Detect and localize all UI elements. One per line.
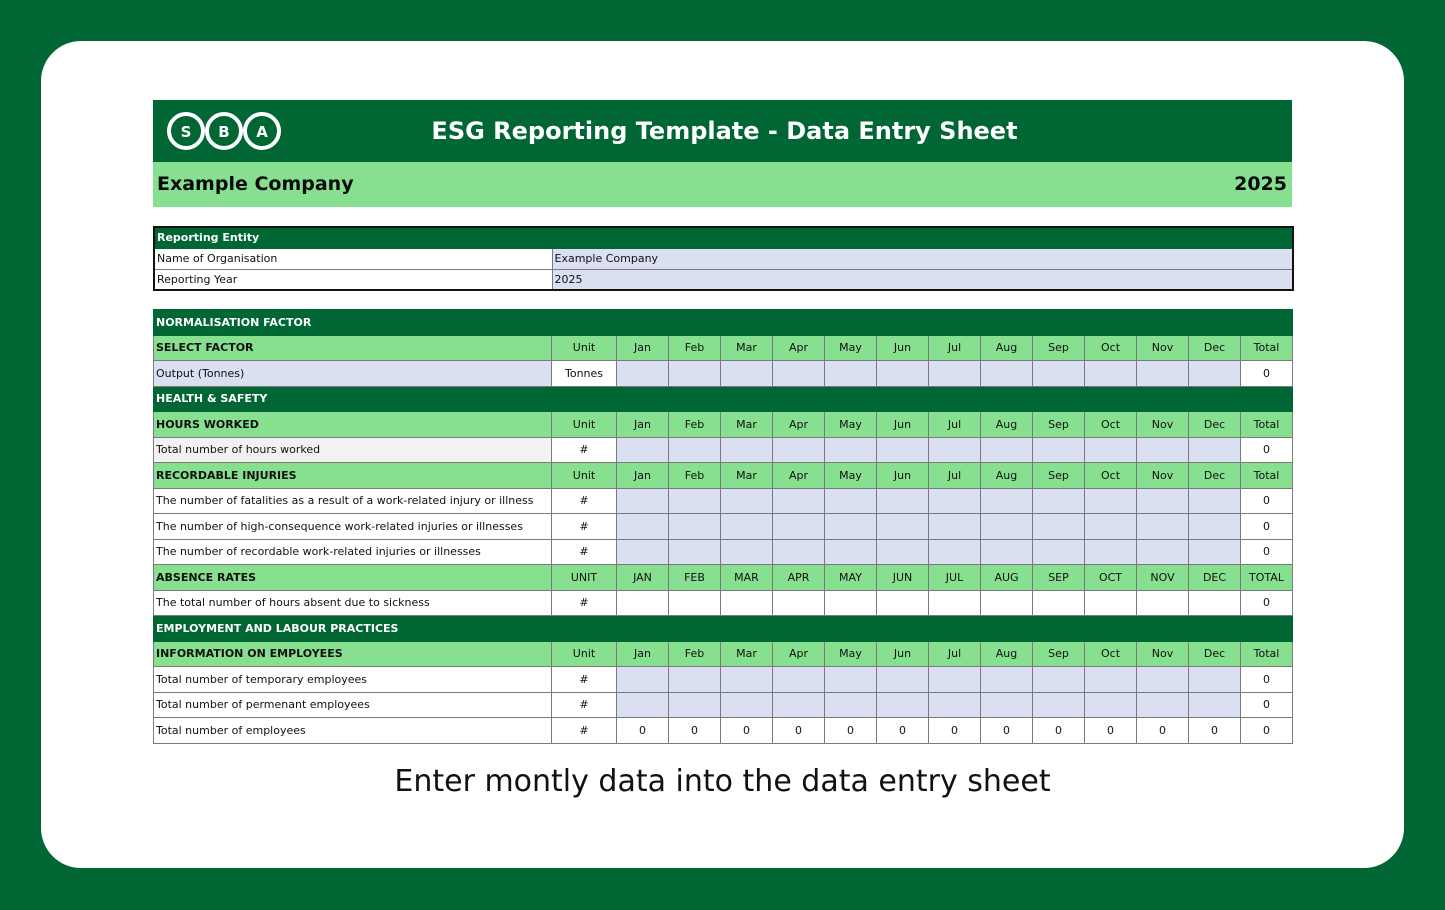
reporting-entity-table xyxy=(153,226,1294,291)
unit-cell: # xyxy=(552,692,617,718)
section-title: HEALTH & SAFETY xyxy=(154,386,1293,412)
month-value-cell: 0 xyxy=(929,718,981,744)
total-cell: 0 xyxy=(1241,514,1293,540)
month-value-cell[interactable] xyxy=(877,514,929,540)
month-value-cell[interactable] xyxy=(1189,488,1241,514)
month-column-header: MAR xyxy=(721,565,773,591)
month-value-cell[interactable] xyxy=(929,539,981,565)
entity-label: Name of Organisation xyxy=(154,248,552,269)
month-column-header: AUG xyxy=(981,565,1033,591)
month-value-cell[interactable] xyxy=(825,514,877,540)
logo-letter-a: A xyxy=(256,123,268,141)
metric-label: Total number of hours worked xyxy=(154,437,552,463)
month-column-header: Feb xyxy=(669,641,721,667)
month-column-header: Jan xyxy=(617,641,669,667)
month-value-cell[interactable] xyxy=(1137,590,1189,616)
month-column-header: Apr xyxy=(773,463,825,489)
metric-label: The total number of hours absent due to sickness xyxy=(154,590,552,616)
month-value-cell[interactable] xyxy=(721,514,773,540)
month-column-header: FEB xyxy=(669,565,721,591)
month-column-header: Nov xyxy=(1137,335,1189,361)
month-value-cell[interactable] xyxy=(1085,539,1137,565)
month-value-cell[interactable] xyxy=(1085,692,1137,718)
month-value-cell[interactable] xyxy=(1033,488,1085,514)
month-value-cell[interactable] xyxy=(1033,514,1085,540)
month-value-cell[interactable] xyxy=(721,692,773,718)
month-value-cell[interactable] xyxy=(1085,514,1137,540)
month-value-cell[interactable] xyxy=(825,361,877,387)
month-value-cell[interactable] xyxy=(1189,437,1241,463)
month-column-header: Jun xyxy=(877,335,929,361)
metric-label: The number of fatalities as a result of a work-related injury or illness xyxy=(154,488,552,514)
table-row xyxy=(154,361,1293,387)
month-value-cell: 0 xyxy=(877,718,929,744)
month-column-header: Oct xyxy=(1085,412,1137,438)
month-value-cell[interactable] xyxy=(1137,692,1189,718)
month-column-header: Apr xyxy=(773,412,825,438)
section-header-row xyxy=(154,310,1293,336)
unit-cell: # xyxy=(552,437,617,463)
month-value-cell[interactable] xyxy=(877,692,929,718)
month-value-cell[interactable] xyxy=(877,361,929,387)
month-value-cell[interactable] xyxy=(1189,361,1241,387)
metric-label: Total number of employees xyxy=(154,718,552,744)
month-value-cell[interactable] xyxy=(825,437,877,463)
metric-label: The number of high-consequence work-related injuries or illnesses xyxy=(154,514,552,540)
month-column-header: Feb xyxy=(669,335,721,361)
month-value-cell[interactable] xyxy=(773,361,825,387)
month-column-header: Aug xyxy=(981,463,1033,489)
page-title: ESG Reporting Template - Data Entry Sheet xyxy=(431,117,1018,145)
month-column-header: MAY xyxy=(825,565,877,591)
group-header-row xyxy=(154,463,1293,489)
month-value-cell[interactable] xyxy=(721,590,773,616)
month-value-cell[interactable] xyxy=(617,488,669,514)
month-column-header: Jul xyxy=(929,463,981,489)
month-value-cell[interactable] xyxy=(877,590,929,616)
month-value-cell[interactable] xyxy=(617,361,669,387)
month-value-cell[interactable] xyxy=(1137,437,1189,463)
month-value-cell[interactable] xyxy=(1085,437,1137,463)
month-value-cell[interactable] xyxy=(721,488,773,514)
section-header-row xyxy=(154,386,1293,412)
month-value-cell[interactable] xyxy=(721,539,773,565)
month-value-cell[interactable] xyxy=(981,514,1033,540)
logo-letter-b: B xyxy=(218,123,230,141)
total-cell: 0 xyxy=(1241,437,1293,463)
month-column-header: Sep xyxy=(1033,641,1085,667)
month-value-cell[interactable] xyxy=(773,692,825,718)
metric-label: The number of recordable work-related injuries or illnesses xyxy=(154,539,552,565)
month-column-header: Jul xyxy=(929,641,981,667)
month-value-cell[interactable] xyxy=(825,488,877,514)
month-column-header: Jun xyxy=(877,463,929,489)
metric-label: Total number of permenant employees xyxy=(154,692,552,718)
total-column-header: Total xyxy=(1241,641,1293,667)
month-value-cell[interactable] xyxy=(981,667,1033,693)
unit-column-header: Unit xyxy=(552,412,617,438)
month-column-header: Sep xyxy=(1033,412,1085,438)
section-title: EMPLOYMENT AND LABOUR PRACTICES xyxy=(154,616,1293,642)
month-value-cell[interactable] xyxy=(1033,437,1085,463)
month-column-header: Jun xyxy=(877,412,929,438)
company-name: Example Company xyxy=(157,173,354,195)
month-column-header: Dec xyxy=(1189,335,1241,361)
month-value-cell[interactable] xyxy=(773,539,825,565)
month-column-header: Jul xyxy=(929,335,981,361)
spreadsheet xyxy=(153,100,1292,737)
month-value-cell[interactable] xyxy=(1085,488,1137,514)
month-value-cell[interactable] xyxy=(773,667,825,693)
month-value-cell: 0 xyxy=(1189,718,1241,744)
month-column-header: Mar xyxy=(721,412,773,438)
month-column-header: Mar xyxy=(721,335,773,361)
month-column-header: May xyxy=(825,335,877,361)
metric-label: Total number of temporary employees xyxy=(154,667,552,693)
month-value-cell: 0 xyxy=(669,718,721,744)
total-column-header: Total xyxy=(1241,412,1293,438)
month-value-cell[interactable] xyxy=(981,488,1033,514)
month-value-cell[interactable] xyxy=(721,361,773,387)
month-value-cell[interactable] xyxy=(877,667,929,693)
month-value-cell[interactable] xyxy=(1137,488,1189,514)
month-column-header: OCT xyxy=(1085,565,1137,591)
unit-cell: # xyxy=(552,488,617,514)
month-column-header: Mar xyxy=(721,463,773,489)
month-value-cell[interactable] xyxy=(1033,539,1085,565)
month-column-header: May xyxy=(825,463,877,489)
month-value-cell[interactable] xyxy=(773,437,825,463)
month-value-cell[interactable] xyxy=(877,488,929,514)
month-value-cell[interactable] xyxy=(669,539,721,565)
unit-column-header: Unit xyxy=(552,641,617,667)
group-header-row xyxy=(154,565,1293,591)
title-bar xyxy=(153,100,1292,162)
month-value-cell[interactable] xyxy=(617,590,669,616)
table-row xyxy=(154,437,1293,463)
unit-cell: # xyxy=(552,514,617,540)
month-value-cell[interactable] xyxy=(877,437,929,463)
month-value-cell[interactable] xyxy=(669,361,721,387)
month-value-cell[interactable] xyxy=(825,692,877,718)
month-value-cell: 0 xyxy=(825,718,877,744)
group-title: RECORDABLE INJURIES xyxy=(154,463,552,489)
month-value-cell[interactable] xyxy=(773,514,825,540)
month-column-header: Aug xyxy=(981,641,1033,667)
month-value-cell[interactable] xyxy=(1189,590,1241,616)
month-value-cell[interactable] xyxy=(825,539,877,565)
unit-column-header: UNIT xyxy=(552,565,617,591)
month-value-cell[interactable] xyxy=(669,488,721,514)
month-value-cell[interactable] xyxy=(669,514,721,540)
month-value-cell[interactable] xyxy=(617,539,669,565)
month-column-header: Nov xyxy=(1137,641,1189,667)
month-column-header: DEC xyxy=(1189,565,1241,591)
month-column-header: May xyxy=(825,641,877,667)
month-value-cell: 0 xyxy=(617,718,669,744)
table-row xyxy=(154,488,1293,514)
month-value-cell[interactable] xyxy=(825,590,877,616)
month-value-cell[interactable] xyxy=(929,514,981,540)
month-column-header: Jan xyxy=(617,335,669,361)
month-value-cell[interactable] xyxy=(1189,539,1241,565)
month-value-cell[interactable] xyxy=(929,590,981,616)
month-column-header: NOV xyxy=(1137,565,1189,591)
logo-letter-s: S xyxy=(180,123,192,141)
entity-section-title: Reporting Entity xyxy=(154,227,1293,248)
reporting-year-field[interactable]: 2025 xyxy=(552,269,1293,290)
month-value-cell[interactable] xyxy=(617,667,669,693)
total-cell: 0 xyxy=(1241,488,1293,514)
total-column-header: Total xyxy=(1241,463,1293,489)
month-value-cell[interactable] xyxy=(1033,692,1085,718)
month-value-cell[interactable] xyxy=(721,667,773,693)
month-value-cell[interactable] xyxy=(617,692,669,718)
table-row xyxy=(154,590,1293,616)
month-value-cell[interactable] xyxy=(825,667,877,693)
month-value-cell[interactable] xyxy=(773,590,825,616)
month-value-cell[interactable] xyxy=(929,437,981,463)
month-column-header: SEP xyxy=(1033,565,1085,591)
table-row xyxy=(154,667,1293,693)
total-column-header: Total xyxy=(1241,335,1293,361)
month-column-header: JUN xyxy=(877,565,929,591)
month-column-header: Jan xyxy=(617,412,669,438)
month-value-cell[interactable] xyxy=(669,692,721,718)
table-row xyxy=(154,718,1293,744)
month-column-header: Oct xyxy=(1085,463,1137,489)
month-column-header: Nov xyxy=(1137,463,1189,489)
month-column-header: Sep xyxy=(1033,463,1085,489)
month-value-cell: 0 xyxy=(1137,718,1189,744)
month-column-header: Feb xyxy=(669,412,721,438)
month-column-header: JUL xyxy=(929,565,981,591)
table-row xyxy=(154,539,1293,565)
month-column-header: Sep xyxy=(1033,335,1085,361)
month-column-header: Jun xyxy=(877,641,929,667)
table-row xyxy=(154,514,1293,540)
unit-column-header: Unit xyxy=(552,335,617,361)
month-value-cell: 0 xyxy=(721,718,773,744)
month-column-header: Dec xyxy=(1189,463,1241,489)
month-value-cell[interactable] xyxy=(1189,667,1241,693)
group-header-row xyxy=(154,335,1293,361)
month-column-header: Oct xyxy=(1085,641,1137,667)
section-title: NORMALISATION FACTOR xyxy=(154,310,1293,336)
month-value-cell[interactable] xyxy=(1137,514,1189,540)
group-header-row xyxy=(154,412,1293,438)
month-value-cell[interactable] xyxy=(929,692,981,718)
month-value-cell[interactable] xyxy=(981,361,1033,387)
month-column-header: APR xyxy=(773,565,825,591)
month-value-cell[interactable] xyxy=(669,437,721,463)
month-value-cell: 0 xyxy=(981,718,1033,744)
month-value-cell[interactable] xyxy=(617,437,669,463)
company-bar xyxy=(153,162,1292,207)
month-value-cell[interactable] xyxy=(929,361,981,387)
month-value-cell: 0 xyxy=(773,718,825,744)
month-value-cell[interactable] xyxy=(981,590,1033,616)
month-value-cell[interactable] xyxy=(1137,667,1189,693)
month-column-header: Mar xyxy=(721,641,773,667)
month-column-header: Dec xyxy=(1189,412,1241,438)
organisation-name-field[interactable]: Example Company xyxy=(552,248,1293,269)
unit-cell: # xyxy=(552,718,617,744)
month-value-cell[interactable] xyxy=(981,539,1033,565)
total-cell: 0 xyxy=(1241,361,1293,387)
month-value-cell[interactable] xyxy=(981,692,1033,718)
entity-label: Reporting Year xyxy=(154,269,552,290)
unit-cell: Tonnes xyxy=(552,361,617,387)
month-column-header: JAN xyxy=(617,565,669,591)
month-column-header: Feb xyxy=(669,463,721,489)
data-entry-table xyxy=(153,309,1293,744)
month-value-cell[interactable] xyxy=(1189,692,1241,718)
month-value-cell[interactable] xyxy=(1033,590,1085,616)
group-title: HOURS WORKED xyxy=(154,412,552,438)
month-value-cell: 0 xyxy=(1085,718,1137,744)
unit-column-header: Unit xyxy=(552,463,617,489)
month-value-cell[interactable] xyxy=(877,539,929,565)
unit-cell: # xyxy=(552,590,617,616)
month-value-cell: 0 xyxy=(1033,718,1085,744)
month-value-cell[interactable] xyxy=(1085,590,1137,616)
metric-label: Output (Tonnes) xyxy=(154,361,552,387)
month-value-cell[interactable] xyxy=(617,514,669,540)
month-column-header: Aug xyxy=(981,412,1033,438)
section-header-row xyxy=(154,616,1293,642)
month-value-cell[interactable] xyxy=(981,437,1033,463)
month-value-cell[interactable] xyxy=(1137,539,1189,565)
month-value-cell[interactable] xyxy=(1033,667,1085,693)
caption: Enter montly data into the data entry sheet xyxy=(394,764,1051,799)
total-cell: 0 xyxy=(1241,667,1293,693)
total-cell: 0 xyxy=(1241,718,1293,744)
month-column-header: Dec xyxy=(1189,641,1241,667)
month-column-header: Nov xyxy=(1137,412,1189,438)
month-value-cell[interactable] xyxy=(1189,514,1241,540)
unit-cell: # xyxy=(552,667,617,693)
month-value-cell[interactable] xyxy=(669,667,721,693)
month-value-cell[interactable] xyxy=(1085,667,1137,693)
month-value-cell[interactable] xyxy=(773,488,825,514)
total-cell: 0 xyxy=(1241,539,1293,565)
month-value-cell[interactable] xyxy=(1085,361,1137,387)
month-value-cell[interactable] xyxy=(929,667,981,693)
month-column-header: Aug xyxy=(981,335,1033,361)
total-cell: 0 xyxy=(1241,692,1293,718)
month-column-header: Oct xyxy=(1085,335,1137,361)
unit-cell: # xyxy=(552,539,617,565)
month-value-cell[interactable] xyxy=(1137,361,1189,387)
table-row xyxy=(154,692,1293,718)
group-title: INFORMATION ON EMPLOYEES xyxy=(154,641,552,667)
total-cell: 0 xyxy=(1241,590,1293,616)
total-column-header: TOTAL xyxy=(1241,565,1293,591)
month-value-cell[interactable] xyxy=(721,437,773,463)
company-year: 2025 xyxy=(1234,173,1287,195)
month-value-cell[interactable] xyxy=(669,590,721,616)
month-column-header: May xyxy=(825,412,877,438)
month-value-cell[interactable] xyxy=(929,488,981,514)
month-column-header: Jul xyxy=(929,412,981,438)
group-title: SELECT FACTOR xyxy=(154,335,552,361)
month-value-cell[interactable] xyxy=(1033,361,1085,387)
month-column-header: Apr xyxy=(773,335,825,361)
month-column-header: Apr xyxy=(773,641,825,667)
group-title: ABSENCE RATES xyxy=(154,565,552,591)
group-header-row xyxy=(154,641,1293,667)
month-column-header: Jan xyxy=(617,463,669,489)
